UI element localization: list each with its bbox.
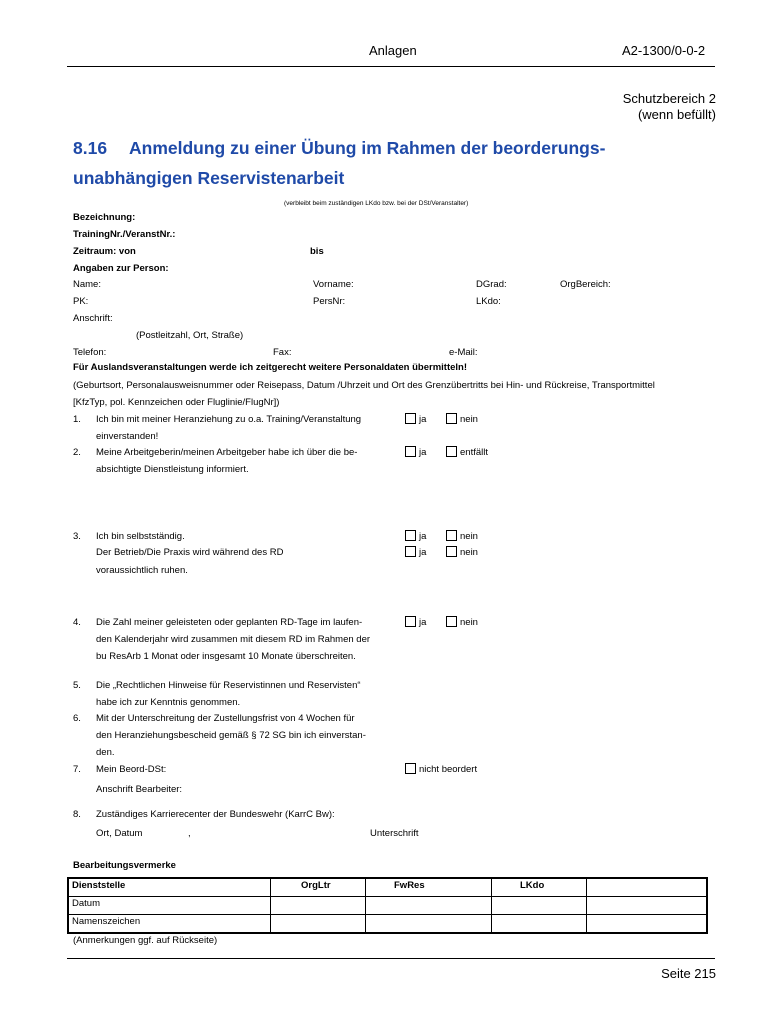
label-lkdo: LKdo: [476,296,501,307]
label-email: e-Mail: [449,347,478,358]
header-section: Anlagen [369,43,417,58]
item2-number: 2. [73,447,81,458]
label-telefon: Telefon: [73,347,107,358]
footer-rule [67,958,715,959]
item7-text: Mein Beord-DSt: [96,764,167,775]
label-ort-datum: Ort, Datum [96,828,143,839]
table-cell[interactable] [271,897,366,915]
table-cell[interactable] [366,915,492,934]
item1-ja-label: ja [419,414,427,425]
item5-text-line2: habe ich zur Kenntnis genommen. [96,697,241,708]
item4-ja-label: ja [419,617,427,628]
item3-text: Ich bin selbstständig. [96,531,185,542]
page-title-line2: unabhängigen Reservistenarbeit [73,168,345,188]
table-cell-empty[interactable] [587,878,708,897]
bearbeitung-note: (Anmerkungen ggf. auf Rückseite) [73,935,218,946]
protection-level: Schutzbereich 2 [622,91,716,106]
item1-text-line2: einverstanden! [96,431,159,442]
section-number: 8.16 [73,138,108,158]
protection-note: (wenn befüllt) [637,107,716,122]
label-pk: PK: [73,296,89,307]
col-dienststelle: Dienststelle [68,878,271,897]
item5-text: Die „Rechtlichen Hinweise für Reservistinnen und Reservisten“ [96,680,361,691]
item2-ja-checkbox[interactable] [405,446,416,457]
row-namenszeichen: Namenszeichen [68,915,271,934]
item6-number: 6. [73,713,81,724]
item4-nein-checkbox[interactable] [446,616,457,627]
item1-text: Ich bin mit meiner Heranziehung zu o.a. Training/Veranstaltung [96,414,362,425]
item3b-nein-checkbox[interactable] [446,546,457,557]
item1-number: 1. [73,414,81,425]
ausland-hint-line2: [KfzTyp, pol. Kennzeichen oder Fluglinie/FlugNr]) [73,397,280,408]
item3-text-line2: Der Betrieb/Die Praxis wird während des RD [96,547,284,558]
bearbeitung-table [67,877,708,934]
item5-number: 5. [73,680,81,691]
ausland-notice: Für Auslandsveranstaltungen werde ich zeitgerecht weitere Personaldaten übermitteln! [73,362,467,373]
item7-nicht-beordert-label: nicht beordert [419,764,478,775]
item1-nein-label: nein [460,414,478,425]
label-name: Name: [73,279,101,290]
item6-text-line3: den. [96,747,115,758]
item3a-nein-label: nein [460,531,478,542]
item7-nicht-beordert-checkbox[interactable] [405,763,416,774]
item7-anschrift-bearbeiter: Anschrift Bearbeiter: [96,784,183,795]
retention-note: (verbleibt beim zuständigen LKdo bzw. bei der DSt/Veranstalter) [284,200,469,207]
table-row [68,915,707,934]
item4-text-line3: bu ResArb 1 Monat oder insgesamt 10 Monate überschreiten. [96,651,356,662]
label-zeitraum: Zeitraum: von [73,246,136,257]
label-orgbereich: OrgBereich: [560,279,611,290]
item2-entfaellt-label: entfällt [460,447,488,458]
page-number: Seite 215 [661,966,716,981]
label-anschrift: Anschrift: [73,313,113,324]
ort-datum-comma: , [188,828,191,839]
item6-text: Mit der Unterschreitung der Zustellungsfrist von 4 Wochen für [96,713,355,724]
item4-number: 4. [73,617,81,628]
label-vorname: Vorname: [313,279,354,290]
item4-text: Die Zahl meiner geleisteten oder geplanten RD-Tage im laufen- [96,617,363,628]
table-cell[interactable] [587,915,708,934]
item2-text: Meine Arbeitgeberin/meinen Arbeitgeber habe ich über die be- [96,447,358,458]
item8-text: Zuständiges Karrierecenter der Bundeswehr (KarrC Bw): [96,809,335,820]
label-angaben: Angaben zur Person: [73,263,169,274]
table-header-row [68,878,707,897]
col-fwres: FwRes [366,878,492,897]
table-cell[interactable] [492,897,587,915]
col-orgltr: OrgLtr [271,878,366,897]
table-cell[interactable] [587,897,708,915]
table-cell[interactable] [271,915,366,934]
item1-nein-checkbox[interactable] [446,413,457,424]
item3-text-line3: voraussichtlich ruhen. [96,565,188,576]
item3a-ja-label: ja [419,531,427,542]
item3a-nein-checkbox[interactable] [446,530,457,541]
table-cell[interactable] [366,897,492,915]
item2-ja-label: ja [419,447,427,458]
label-bis: bis [310,246,324,257]
col-lkdo: LKdo [492,878,587,897]
ausland-hint-line1: (Geburtsort, Personalausweisnummer oder Reisepass, Datum /Uhrzeit und Ort des Grenzübertritts bei Hin- und Rückreise, Transportmittel [73,380,655,391]
item3b-ja-label: ja [419,547,427,558]
label-unterschrift: Unterschrift [370,828,419,839]
row-datum: Datum [68,897,271,915]
label-bezeichnung: Bezeichnung: [73,212,136,223]
label-training: TrainingNr./VeranstNr.: [73,229,176,240]
item3b-ja-checkbox[interactable] [405,546,416,557]
item3-number: 3. [73,531,81,542]
item7-number: 7. [73,764,81,775]
item3b-nein-label: nein [460,547,478,558]
table-cell[interactable] [492,915,587,934]
label-dgrad: DGrad: [476,279,507,290]
item1-ja-checkbox[interactable] [405,413,416,424]
item3a-ja-checkbox[interactable] [405,530,416,541]
label-fax: Fax: [273,347,292,358]
item8-number: 8. [73,809,81,820]
page-title-line1: Anmeldung zu einer Übung im Rahmen der beorderungs- [129,138,606,158]
label-persnr: PersNr: [313,296,346,307]
header-doc-number: A2-1300/0-0-2 [622,43,706,58]
anschrift-hint: (Postleitzahl, Ort, Straße) [136,330,244,341]
item4-text-line2: den Kalenderjahr wird zusammen mit diesem RD im Rahmen der [96,634,371,645]
table-row [68,897,707,915]
item2-entfaellt-checkbox[interactable] [446,446,457,457]
item2-text-line2: absichtigte Dienstleistung informiert. [96,464,249,475]
item4-ja-checkbox[interactable] [405,616,416,627]
item4-nein-label: nein [460,617,478,628]
item6-text-line2: den Heranziehungsbescheid gemäß § 72 SG bin ich einverstan- [96,730,366,741]
bearbeitung-heading: Bearbeitungsvermerke [73,860,176,871]
header-rule [67,66,715,67]
